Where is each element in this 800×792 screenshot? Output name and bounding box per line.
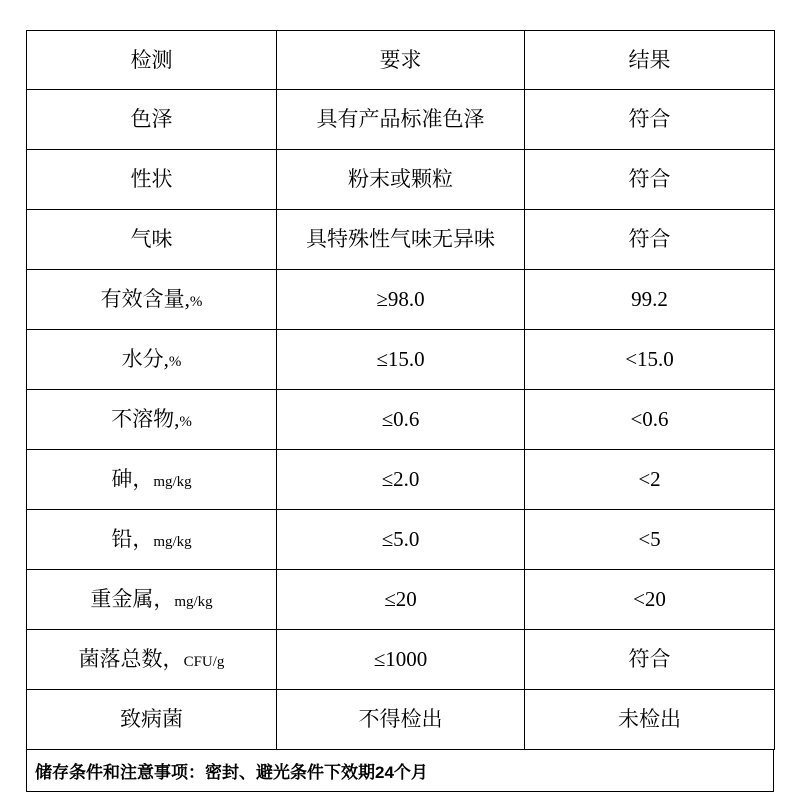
header-item-label: 检测 — [130, 47, 173, 72]
item-unit: mg/kg — [153, 474, 192, 491]
item-label: 不溶物,% — [111, 407, 192, 432]
cell-result — [525, 630, 775, 690]
item-unit: % — [179, 414, 192, 431]
requirement-value: ≤20 — [384, 587, 417, 612]
requirement-value: ≤2.0 — [381, 467, 420, 492]
header-cell-item — [27, 31, 277, 90]
table-header-row — [27, 31, 775, 90]
cell-requirement — [277, 570, 525, 630]
item-unit: % — [168, 354, 182, 371]
cell-result — [525, 90, 775, 150]
cell-requirement — [277, 510, 525, 570]
cell-requirement — [277, 150, 525, 210]
item-label: 砷，mg/kg — [111, 467, 192, 492]
header-cell-result — [525, 31, 775, 90]
cell-item — [27, 570, 277, 630]
cell-requirement — [277, 390, 525, 450]
item-label: 重金属，mg/kg — [90, 587, 213, 612]
cell-result — [525, 330, 775, 390]
requirement-value: ≤5.0 — [381, 527, 420, 552]
requirement-value: ≥98.0 — [376, 287, 425, 312]
specification-table — [26, 30, 775, 750]
cell-requirement — [277, 450, 525, 510]
item-unit: CFU/g — [183, 654, 225, 671]
cell-requirement — [277, 690, 525, 750]
cell-requirement — [277, 330, 525, 390]
item-label: 色泽 — [130, 107, 173, 132]
item-label: 性状 — [130, 167, 173, 192]
result-value: <0.6 — [630, 407, 669, 432]
table-row — [27, 570, 775, 630]
requirement-value: 具特殊性气味无异味 — [306, 227, 495, 252]
cell-result — [525, 210, 775, 270]
cell-item — [27, 690, 277, 750]
item-label: 铅，mg/kg — [111, 527, 192, 552]
cell-result — [525, 390, 775, 450]
cell-result — [525, 690, 775, 750]
table-row — [27, 210, 775, 270]
result-value: 99.2 — [631, 287, 668, 312]
item-unit: % — [189, 294, 203, 311]
cell-requirement — [277, 90, 525, 150]
result-value: 未检出 — [618, 707, 681, 732]
cell-item — [27, 450, 277, 510]
cell-result — [525, 510, 775, 570]
result-value: 符合 — [628, 647, 671, 672]
cell-requirement — [277, 630, 525, 690]
item-label: 有效含量,% — [100, 287, 203, 312]
cell-item — [27, 270, 277, 330]
table-row — [27, 270, 775, 330]
result-value: <20 — [633, 587, 666, 612]
table-row — [27, 330, 775, 390]
cell-requirement — [277, 270, 525, 330]
result-value: 符合 — [628, 107, 671, 132]
table-row — [27, 450, 775, 510]
table-row — [27, 390, 775, 450]
table-row — [27, 150, 775, 210]
item-label: 气味 — [130, 227, 173, 252]
result-value: <2 — [638, 467, 661, 492]
cell-item — [27, 390, 277, 450]
cell-result — [525, 150, 775, 210]
cell-item — [27, 210, 277, 270]
requirement-value: 粉末或颗粒 — [348, 167, 453, 192]
cell-result — [525, 570, 775, 630]
requirement-value: 具有产品标准色泽 — [316, 107, 485, 132]
cell-item — [27, 150, 277, 210]
cell-requirement — [277, 210, 525, 270]
requirement-value: 不得检出 — [358, 707, 443, 732]
item-label: 菌落总数，CFU/g — [78, 647, 225, 672]
header-requirement-label: 要求 — [379, 47, 422, 72]
requirement-value: ≤0.6 — [381, 407, 420, 432]
item-label: 致病菌 — [120, 707, 183, 732]
requirement-value: ≤1000 — [373, 647, 428, 672]
header-result-label: 结果 — [628, 47, 671, 72]
result-value: 符合 — [628, 167, 671, 192]
header-cell-requirement — [277, 31, 525, 90]
storage-note-text: 储存条件和注意事项：密封、避光条件下效期24个月 — [35, 763, 428, 782]
cell-result — [525, 450, 775, 510]
result-value: <5 — [638, 527, 661, 552]
storage-note — [26, 750, 774, 792]
result-value: <15.0 — [625, 347, 674, 372]
table-row — [27, 90, 775, 150]
item-unit: mg/kg — [153, 534, 192, 551]
specification-table-container — [26, 30, 774, 792]
table-row — [27, 630, 775, 690]
item-unit: mg/kg — [174, 594, 213, 611]
cell-item — [27, 630, 277, 690]
result-value: 符合 — [628, 227, 671, 252]
table-row — [27, 510, 775, 570]
cell-item — [27, 330, 277, 390]
table-row — [27, 690, 775, 750]
cell-item — [27, 90, 277, 150]
item-label: 水分,% — [121, 347, 182, 372]
cell-result — [525, 270, 775, 330]
requirement-value: ≤15.0 — [376, 347, 425, 372]
cell-item — [27, 510, 277, 570]
